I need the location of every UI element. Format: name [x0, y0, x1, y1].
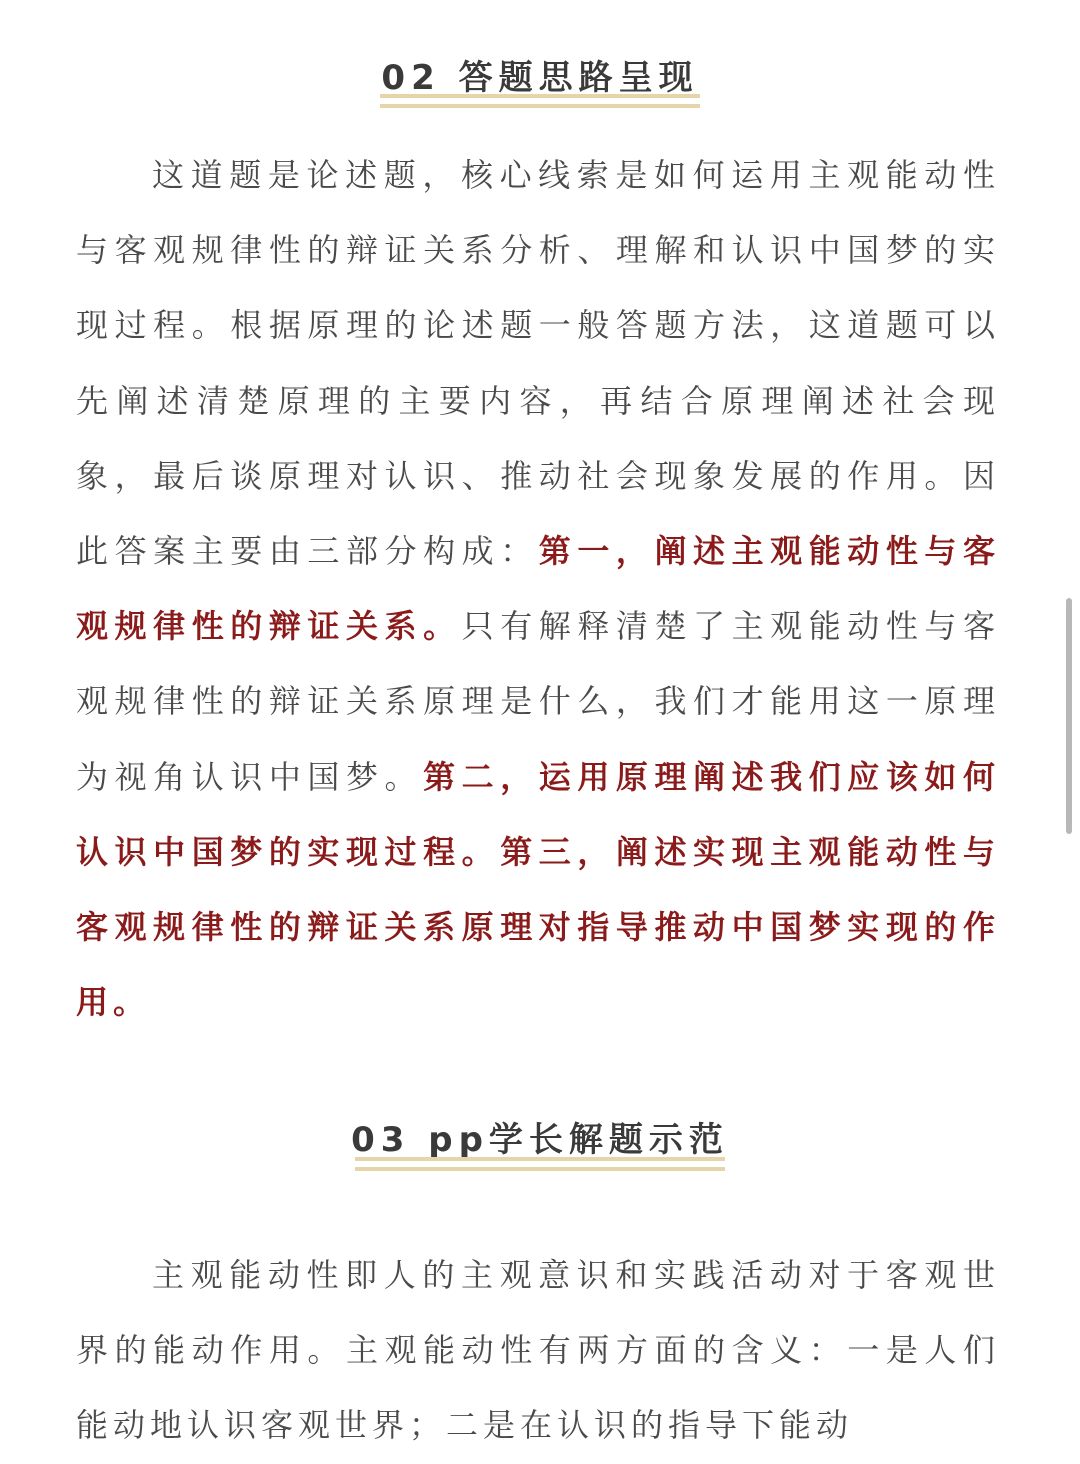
- section-03-heading-underline: [355, 1157, 725, 1171]
- paragraph-text: 主观能动性即人的主观意识和实践活动对于客观世界的能动作用。主观能动性有两方面的含义：一是人们能动地认识客观世界；二是在认识的指导下能动: [76, 1256, 1000, 1445]
- paragraph-text: 这道题是论述题，核心线索是如何运用主观能动性与客观规律性的辩证关系分析、理解和认识中国梦的实现过程。根据原理的论述题一般答题方法，这道题可以先阐述清楚原理的主要内容，再结合原理阐述社会现象，最后谈原理对认识、推动社会现象发展的作用。因此答案主要由三部分构成：: [76, 156, 1000, 571]
- highlighted-text: 第一，阐述主观能动性与客观规律性的辩证关系。: [76, 532, 1000, 646]
- vertical-scrollbar[interactable]: [1066, 598, 1072, 834]
- section-03-paragraph: [76, 1238, 1000, 1464]
- section-02-heading: 02 答题思路呈现: [381, 58, 699, 99]
- highlighted-text: 第二，运用原理阐述我们应该如何认识中国梦的实现过程。第三，阐述实现主观能动性与客观规律性的辩证关系原理对指导推动中国梦实现的作用。: [76, 757, 1000, 1022]
- paragraph-text: 只有解释清楚了主观能动性与客观规律性的辩证关系原理是什么，我们才能用这一原理为视角认识中国梦。: [76, 607, 1000, 796]
- section-03-heading: 03 pp学长解题示范: [351, 1120, 729, 1161]
- section-02-paragraph: [76, 138, 1000, 1040]
- section-02-heading-underline: [380, 94, 700, 108]
